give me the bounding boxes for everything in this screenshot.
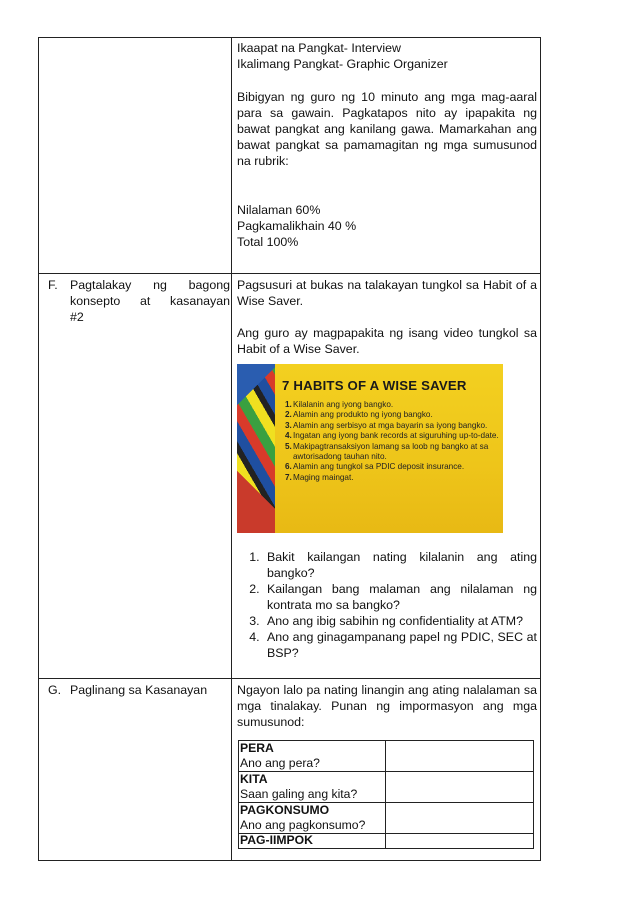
questions-list [237, 549, 537, 661]
row-header-pagkonsumo: PAGKONSUMO [240, 803, 330, 817]
table-border-top [38, 37, 541, 38]
row-f-label-line-1: Pagtalakay ng bagong [70, 278, 230, 292]
question-item: 4. Ano ang ginagampanang papel ng PDIC, SEC at BSP? [263, 629, 537, 661]
poster-habit: 3. Alamin ang serbisyo at mga bayarin sa iyong bangko. [285, 420, 488, 430]
poster-habit: 4. Ingatan ang iyong bank records at siguruhing up-to-date. [285, 431, 499, 441]
poster-habit: 2. Alamin ang produkto ng iyong bangko. [285, 410, 433, 420]
poster-habit: 6. Alamin ang tungkol sa PDIC deposit insurance. [285, 462, 465, 472]
row-f-paragraph-1: Pagsusuri at bukas na talakayan tungkol sa Habit of a Wise Saver. [237, 278, 537, 308]
row-header-kita: KITA [240, 772, 268, 786]
table-border-bottom [38, 860, 541, 861]
wise-saver-poster [237, 364, 503, 533]
row-g-letter: G. [48, 683, 62, 697]
lesson-plan-table [38, 37, 541, 861]
row-top-content [235, 40, 537, 250]
row-divider-f [38, 273, 541, 274]
poster-title: 7 HABITS OF A WISE SAVER [282, 378, 467, 393]
row-question: Ano ang pagkonsumo? [240, 818, 366, 832]
poster-habit: 1. Kilalanin ang iyong bangko. [285, 400, 394, 409]
rubric-nilalaman: Nilalaman 60% [237, 203, 321, 217]
row-g-label [38, 682, 230, 698]
row-f-label-line-2: konsepto at kasanayan [70, 294, 230, 308]
row-f-label-line-3: #2 [70, 310, 84, 324]
instruction-paragraph: Bibigyan ng guro ng 10 minuto ang mga mag-aaral para sa gawain. Pagkatapos nito ay ipapakita ng bawat pangkat ang kanilang gawa. Mamarkahan ang bawat pangkat sa pamamagitan ng mga sumusunod na rubrik: [237, 90, 537, 168]
row-f-questions [235, 549, 537, 661]
row-f-letter: F. [48, 278, 58, 292]
question-item: 3. Ano ang ibig sabihin ng confidentiality at ATM? [263, 613, 537, 629]
row-g-label-text: Paglinang sa Kasanayan [70, 683, 208, 697]
row-divider-g [38, 678, 541, 679]
puzzle-pieces-graphic [237, 364, 275, 533]
rubric-pagkamalikhain: Pagkamalikhain 40 % [237, 219, 357, 233]
row-header-pag-iimpok: PAG-IIMPOK [240, 833, 313, 847]
column-divider [231, 37, 232, 861]
inner-border-bottom [238, 848, 534, 849]
table-border-left [38, 37, 39, 861]
line-ikaapat: Ikaapat na Pangkat- Interview [237, 41, 401, 55]
row-g-paragraph: Ngayon lalo pa nating linangin ang ating nalalaman sa mga tinalakay. Punan ng impormasyon ang mga sumusunod: [237, 683, 537, 729]
fill-in-table [238, 740, 534, 849]
line-ikalima: Ikalimang Pangkat- Graphic Organizer [237, 57, 448, 71]
question-item: 1. Bakit kailangan nating kilalanin ang ating bangko? [263, 549, 537, 581]
row-question: Saan galing ang kita? [240, 787, 358, 801]
row-question: Ano ang pera? [240, 756, 320, 770]
row-g-content [235, 682, 537, 730]
row-header-pera: PERA [240, 741, 274, 755]
poster-habits-list [285, 400, 499, 483]
poster-habit: 7. Maging maingat. [285, 472, 354, 482]
row-f-content [235, 277, 537, 357]
table-border-right [540, 37, 541, 861]
row-f-label [38, 277, 230, 325]
question-item: 2. Kailangan bang malaman ang nilalaman ng kontrata mo sa bangko? [263, 581, 537, 613]
rubric-total: Total 100% [237, 235, 299, 249]
row-f-paragraph-2: Ang guro ay magpapakita ng isang video tungkol sa Habit of a Wise Saver. [237, 326, 537, 356]
poster-habit: 5. Makipagtransaksiyon lamang sa loob ng bangko at sa awtorisadong tauhan nito. [285, 441, 489, 462]
